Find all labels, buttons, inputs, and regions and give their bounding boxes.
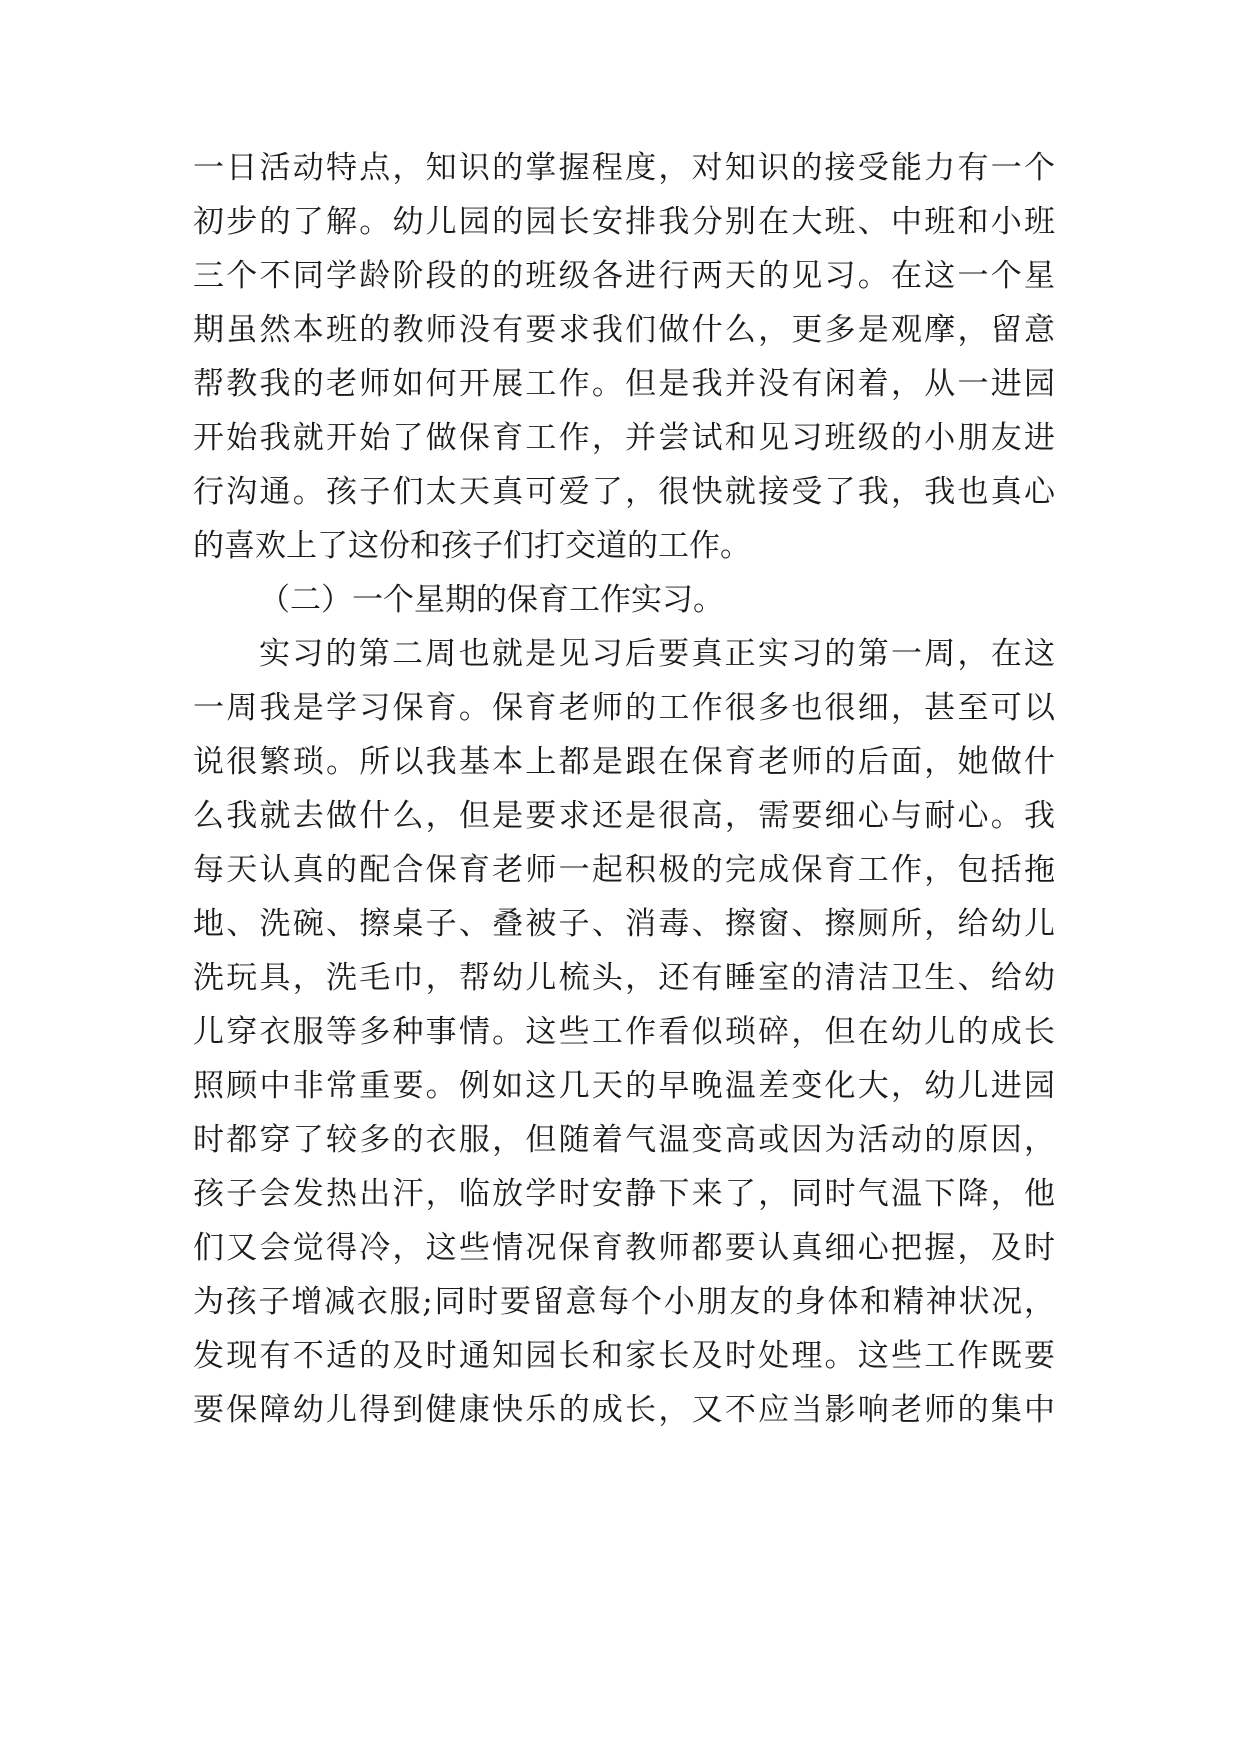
paragraph-line: 说很繁琐。所以我基本上都是跟在保育老师的后面，她做什 xyxy=(193,744,1055,780)
paragraph-line: 们又会觉得冷，这些情况保育教师都要认真细心把握，及时 xyxy=(193,1230,1055,1266)
section-heading: （二）一个星期的保育工作实习。 xyxy=(259,582,724,618)
paragraph-line: 时都穿了较多的衣服，但随着气温变高或因为活动的原因， xyxy=(193,1122,1055,1158)
paragraph-line: 三个不同学龄阶段的的班级各进行两天的见习。在这一个星 xyxy=(193,258,1055,294)
paragraph-line: 初步的了解。幼儿园的园长安排我分别在大班、中班和小班 xyxy=(193,204,1055,240)
paragraph-line: 开始我就开始了做保育工作，并尝试和见习班级的小朋友进 xyxy=(193,420,1055,456)
paragraph-line: 发现有不适的及时通知园长和家长及时处理。这些工作既要 xyxy=(193,1338,1055,1374)
paragraph-line: 为孩子增减衣服;同时要留意每个小朋友的身体和精神状况， xyxy=(193,1284,1055,1320)
paragraph-line: 期虽然本班的教师没有要求我们做什么，更多是观摩，留意 xyxy=(193,312,1055,348)
paragraph-line: 要保障幼儿得到健康快乐的成长，又不应当影响老师的集中 xyxy=(193,1392,1055,1428)
paragraph-line: 行沟通。孩子们太天真可爱了，很快就接受了我，我也真心 xyxy=(193,474,1055,510)
paragraph-line: 么我就去做什么，但是要求还是很高，需要细心与耐心。我 xyxy=(193,798,1055,834)
paragraph-line: 照顾中非常重要。例如这几天的早晚温差变化大，幼儿进园 xyxy=(193,1068,1055,1104)
paragraph-line: 洗玩具，洗毛巾，帮幼儿梳头，还有睡室的清洁卫生、给幼 xyxy=(193,960,1055,996)
paragraph-line: 实习的第二周也就是见习后要真正实习的第一周，在这 xyxy=(259,636,1055,672)
paragraph-line: 帮教我的老师如何开展工作。但是我并没有闲着，从一进园 xyxy=(193,366,1055,402)
paragraph-line: 一周我是学习保育。保育老师的工作很多也很细，甚至可以 xyxy=(193,690,1055,726)
paragraph-line: 每天认真的配合保育老师一起积极的完成保育工作，包括拖 xyxy=(193,852,1055,888)
paragraph-line: 儿穿衣服等多种事情。这些工作看似琐碎，但在幼儿的成长 xyxy=(193,1014,1055,1050)
paragraph-line: 的喜欢上了这份和孩子们打交道的工作。 xyxy=(193,528,751,564)
paragraph-line: 孩子会发热出汗，临放学时安静下来了，同时气温下降，他 xyxy=(193,1176,1055,1212)
paragraph-line: 地、洗碗、擦桌子、叠被子、消毒、擦窗、擦厕所，给幼儿 xyxy=(193,906,1055,942)
paragraph-line: 一日活动特点，知识的掌握程度，对知识的接受能力有一个 xyxy=(193,150,1055,186)
